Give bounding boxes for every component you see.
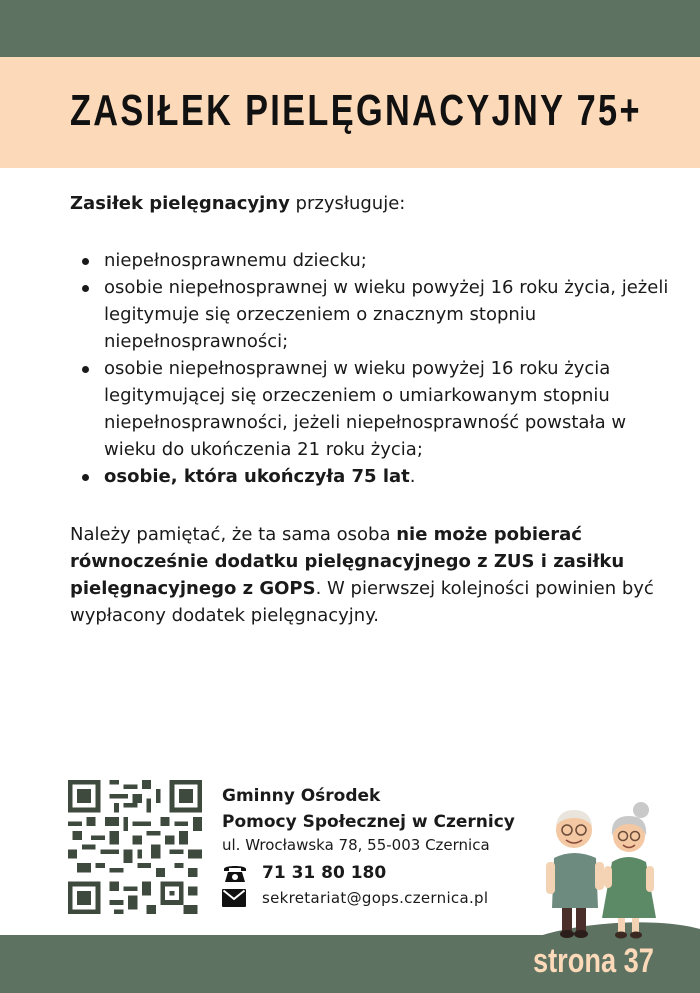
address: ul. Wrocławska 78, 55-003 Czernica: [222, 836, 490, 854]
list-item-bold: osobie, która ukończyła 75 lat: [104, 466, 410, 487]
intro-text: [70, 193, 405, 214]
envelope-icon: [222, 889, 246, 907]
phone-number[interactable]: 71 31 80 180: [262, 863, 387, 883]
email-row: [222, 889, 488, 907]
list-item: [70, 463, 670, 490]
list-item-text: niepełnosprawnemu dziecku;: [104, 250, 367, 271]
note-part1: Należy pamiętać, że ta sama osoba: [70, 524, 397, 545]
telephone-icon: [222, 862, 248, 884]
org-line-1: Gminny Ośrodek: [222, 786, 381, 806]
list-item: [70, 274, 670, 355]
email-address[interactable]: sekretariat@gops.czernica.pl: [262, 889, 489, 907]
list-item-text: osobie niepełnosprawnej w wieku powyżej 16 roku życia legitymującej się orzeczeniem o umiarkowanym stopniu niepełnosprawności, jeżeli niepełnosprawność powstała w wieku do ukończenia 21 roku życia;: [104, 358, 627, 460]
elderly-couple-illustration: [540, 796, 675, 946]
list-item-tail: .: [409, 466, 416, 487]
page-number: strona 37: [533, 942, 654, 980]
qr-code: [68, 780, 202, 914]
page-title: ZASIŁEK PIELĘGNACYJNY 75+: [70, 86, 642, 135]
list-item-text: osobie niepełnosprawnej w wieku powyżej 16 roku życia, jeżeli legitymuje się orzeczeniem o znacznym stopniu niepełnosprawności;: [104, 277, 669, 352]
top-bar: [0, 0, 700, 57]
intro-rest: przysługuje:: [289, 193, 406, 214]
eligibility-list: [70, 247, 670, 490]
note-bold: nie może pobierać równocześnie dodatku pielęgnacyjnego z ZUS i zasiłku pielęgnacyjnego z GOPS: [70, 524, 625, 599]
organization-name: [222, 783, 515, 835]
org-line-2: Pomocy Społecznej w Czernicy: [222, 812, 515, 832]
list-item: [70, 355, 670, 463]
note-part2: . W pierwszej kolejności powinien być wypłacony dodatek pielęgnacyjny.: [70, 578, 654, 626]
note-paragraph: [70, 521, 670, 629]
phone-row: [222, 862, 386, 884]
intro-bold: Zasiłek pielęgnacyjny: [70, 193, 290, 214]
list-item: [70, 247, 670, 274]
